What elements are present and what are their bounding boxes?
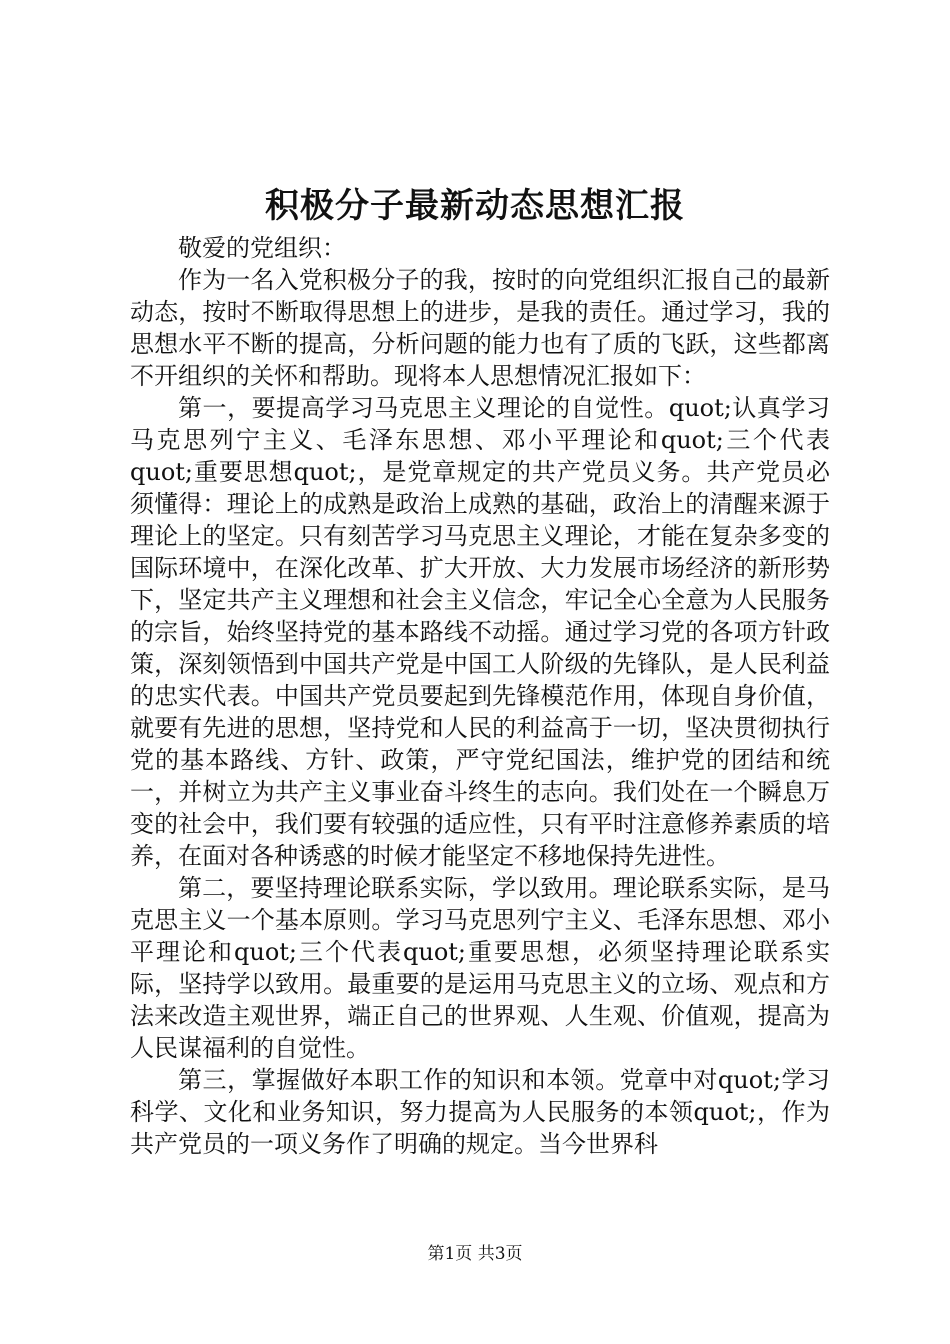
document-title: 积极分子最新动态思想汇报 xyxy=(265,186,685,226)
paragraph-intro: 作为一名入党积极分子的我，按时的向党组织汇报自己的最新动态，按时不断取得思想上的进步，是我的责任。通过学习，我的思想水平不断的提高，分析问题的能力也有了质的飞跃，这些都离不开组织的关怀和帮助。现将本人思想情况汇报如下： xyxy=(130,266,830,390)
paragraph-third-point: 第三，掌握做好本职工作的知识和本领。党章中对quot;学习科学、文化和业务知识，努力提高为人民服务的本领quot;，作为共产党员的一项义务作了明确的规定。当今世界科 xyxy=(130,1066,830,1158)
paragraph-second-point: 第二，要坚持理论联系实际，学以致用。理论联系实际，是马克思主义一个基本原则。学习马克思列宁主义、毛泽东思想、邓小平理论和quot;三个代表quot;重要思想，必须坚持理论联系实际，坚持学以致用。最重要的是运用马克思主义的立场、观点和方法来改造主观世界，端正自己的世界观、人生观、价值观，提高为人民谋福利的自觉性。 xyxy=(130,874,830,1062)
document-body xyxy=(130,232,830,1160)
page-number-footer: 第1页 共3页 xyxy=(427,1244,523,1264)
salutation: 敬爱的党组织： xyxy=(178,234,346,262)
paragraph-first-point: 第一，要提高学习马克思主义理论的自觉性。quot;认真学习马克思列宁主义、毛泽东思想、邓小平理论和quot;三个代表quot;重要思想quot;，是党章规定的共产党员义务。共产党员必须懂得：理论上的成熟是政治上成熟的基础，政治上的清醒来源于理论上的坚定。只有刻苦学习马克思主义理论，才能在复杂多变的国际环境中，在深化改革、扩大开放、大力发展市场经济的新形势下，坚定共产主义理想和社会主义信念，牢记全心全意为人民服务的宗旨，始终坚持党的基本路线不动摇。通过学习党的各项方针政策，深刻领悟到中国共产党是中国工人阶级的先锋队，是人民利益的忠实代表。中国共产党员要起到先锋模范作用，体现自身价值，就要有先进的思想，坚持党和人民的利益高于一切，坚决贯彻执行党的基本路线、方针、政策，严守党纪国法，维护党的团结和统一，并树立为共产主义事业奋斗终生的志向。我们处在一个瞬息万变的社会中，我们要有较强的适应性，只有平时注意修养素质的培养，在面对各种诱惑的时候才能坚定不移地保持先进性。 xyxy=(130,394,830,870)
